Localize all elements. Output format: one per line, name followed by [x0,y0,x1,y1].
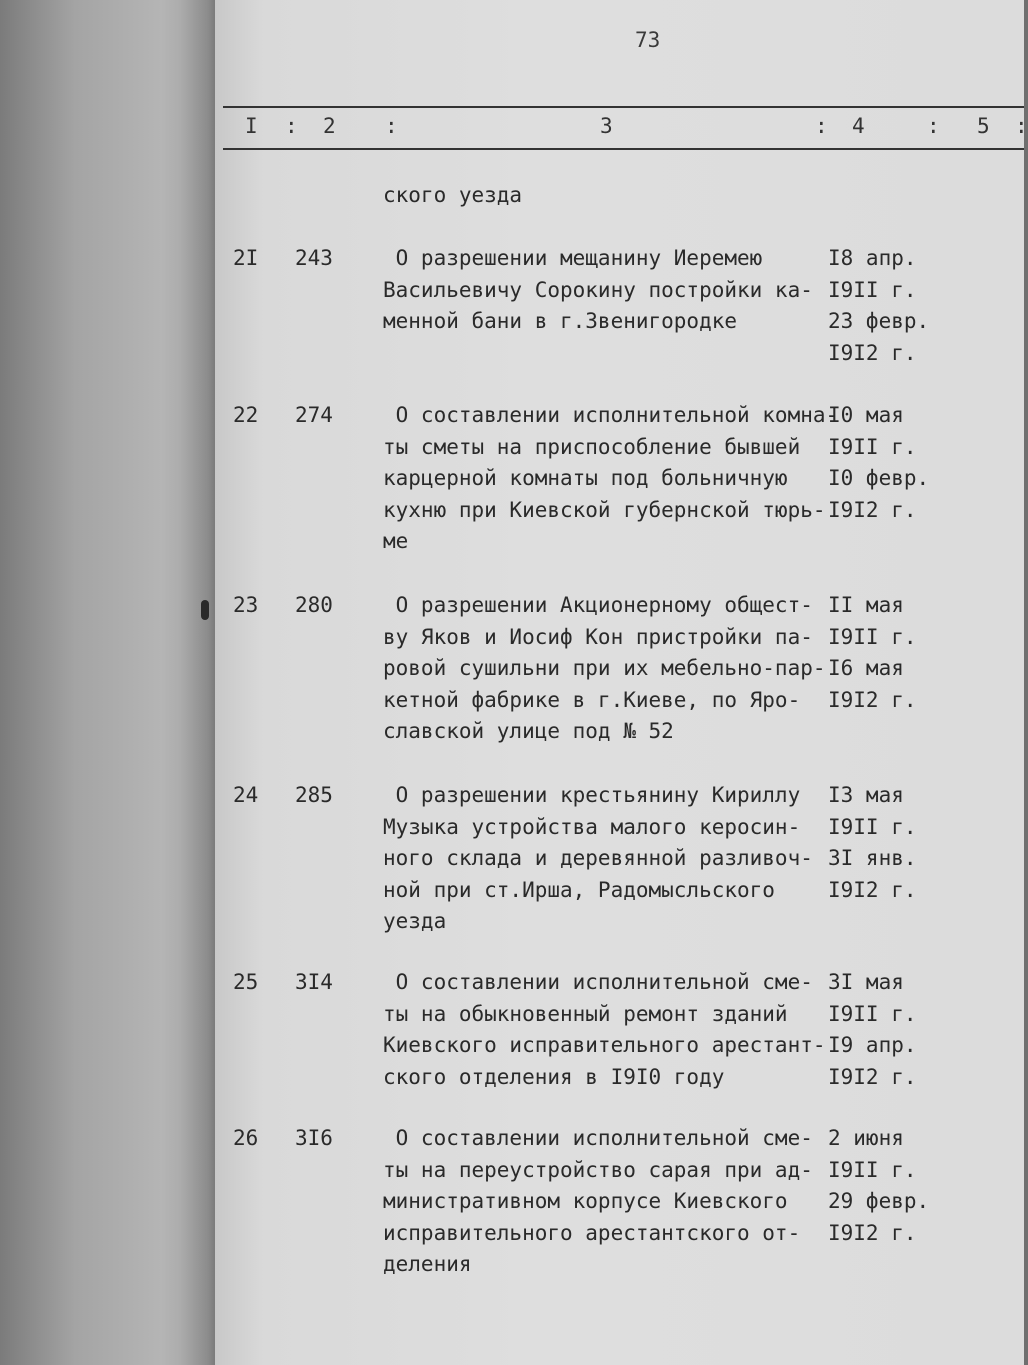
column-number-3: 3 [600,114,613,138]
page-number: 73 [635,28,661,52]
entry-number: 2I [233,246,259,270]
entry-dates: I8 апр. I9II г. 23 февр. I9I2 г. [828,246,930,365]
file-reference: 285 [295,783,333,807]
page-fold-shadow [180,0,220,1365]
binding-hole [201,600,209,620]
file-reference: 243 [295,246,333,270]
entry-number: 23 [233,593,259,617]
column-separator: : [927,114,940,138]
entry-title: О составлении исполнительной сме- ты на переустройство сарая при ад- министративном корпусе Киевского исправительного арестантского от- деления [383,1126,813,1276]
entry-title: ского уезда [383,183,523,207]
column-separator: : [285,114,298,138]
header-rule-top [223,106,1024,108]
column-separator: : [1015,114,1028,138]
entry-number: 25 [233,970,259,994]
column-separator: : [815,114,828,138]
column-separator: : [385,114,398,138]
entry-dates: I0 мая I9II г. I0 февр. I9I2 г. [828,403,930,522]
entry-dates: I3 мая I9II г. 3I янв. I9I2 г. [828,783,917,902]
column-number-5: 5 [977,114,990,138]
entry-dates: 3I мая I9II г. I9 апр. I9I2 г. [828,970,917,1089]
entry-title: О разрешении Акционерному общест- ву Яков и Иосиф Кон пристройки па- ровой сушильни при их мебельно-пар- кетной фабрике в г.Киеве, по Яро- славской улице под № 52 [383,593,826,743]
entry-number: 24 [233,783,259,807]
column-number-4: 4 [852,114,865,138]
entry-number: 22 [233,403,259,427]
entry-title: О разрешении мещанину Иеремею Васильевичу Сорокину постройки ка- менной бани в г.Звенигородке [383,246,813,333]
entry-title: О составлении исполнительной комна- ты сметы на приспособление бывшей карцерной комнаты под больничную кухню при Киевской губернской тюрь- ме [383,403,839,553]
file-reference: 3I6 [295,1126,333,1150]
entry-dates: 2 июня I9II г. 29 февр. I9I2 г. [828,1126,930,1245]
entry-title: О разрешении крестьянину Кириллу Музыка устройства малого керосин- ного склада и деревянной разливоч- ной при ст.Ирша, Радомысльского уезда [383,783,813,933]
entry-dates: II мая I9II г. I6 мая I9I2 г. [828,593,917,712]
entry-title: О составлении исполнительной сме- ты на обыкновенный ремонт зданий Киевского исправительного арестант- ского отделения в I9I0 году [383,970,826,1089]
file-reference: 3I4 [295,970,333,994]
file-reference: 274 [295,403,333,427]
column-number-2: 2 [323,114,336,138]
header-rule-bottom [223,148,1024,150]
entry-number: 26 [233,1126,259,1150]
file-reference: 280 [295,593,333,617]
document-page [215,0,1028,1365]
column-number-I: I [245,114,258,138]
